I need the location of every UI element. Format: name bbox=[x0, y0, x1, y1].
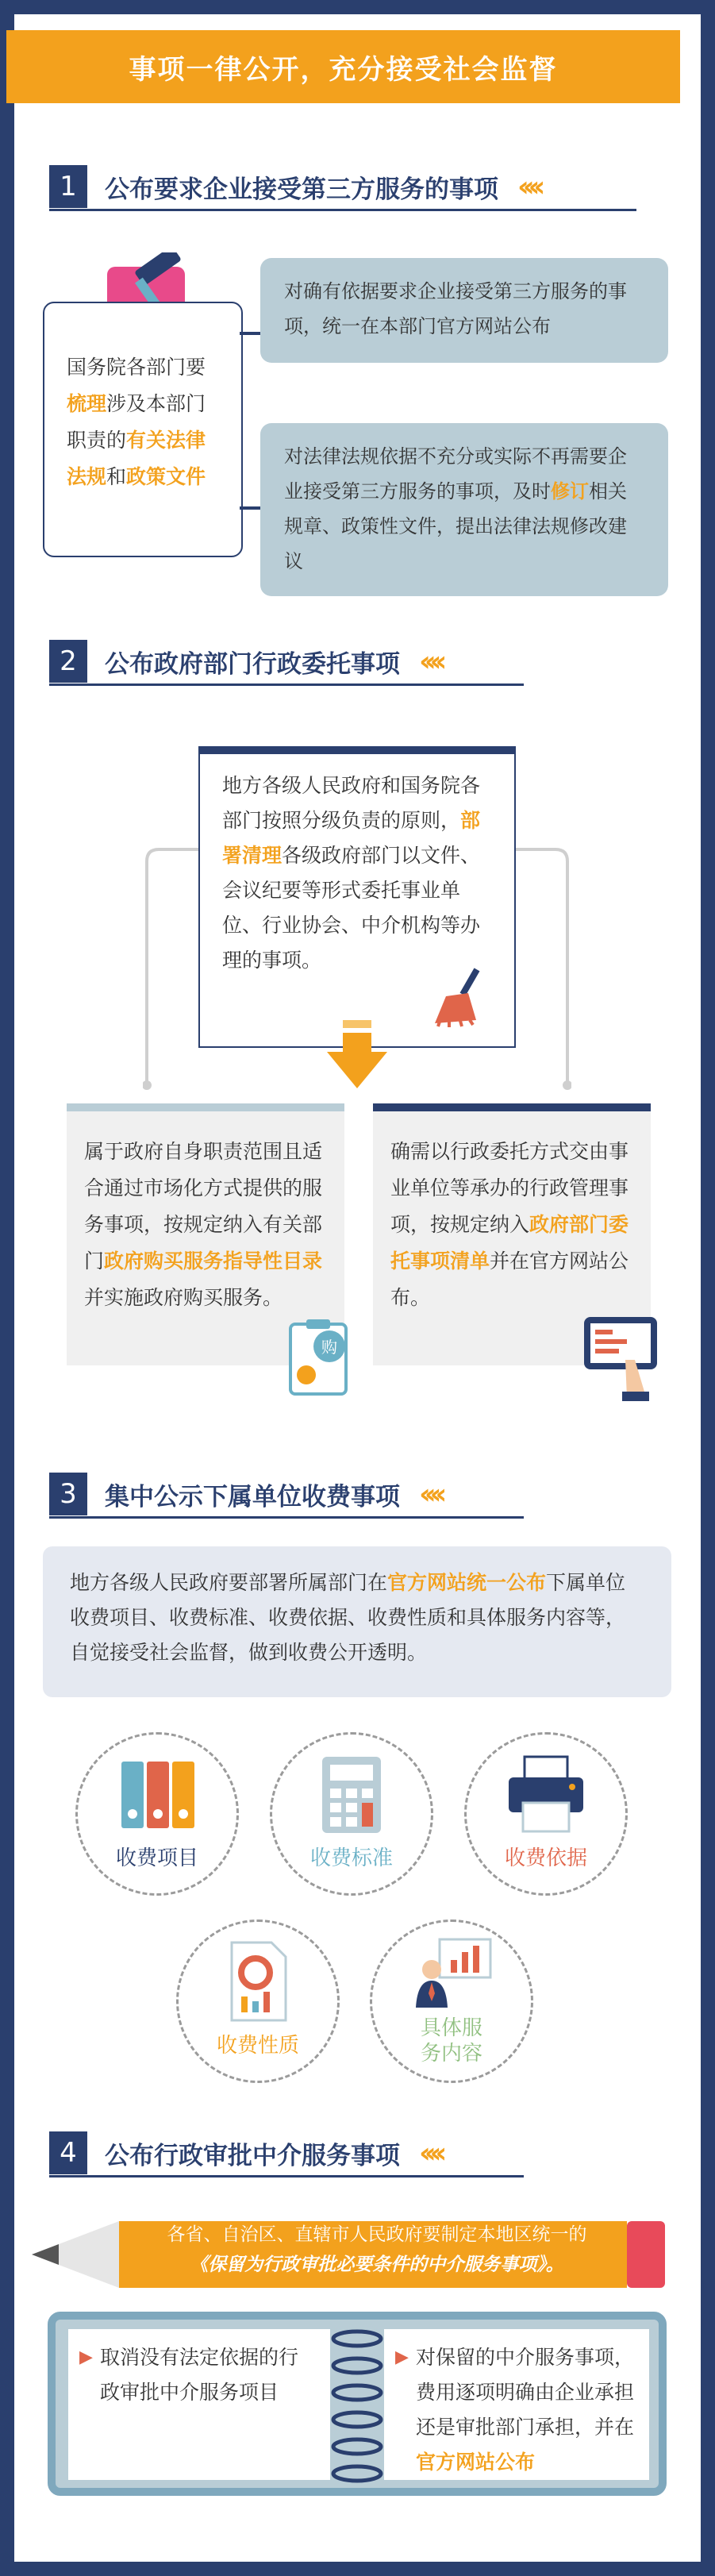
section-3-box bbox=[43, 1546, 671, 1697]
text-part: 下属单位收费项目、收费标准、收费依据、收费性质和具体服务内容等，自觉接受社会监督，做到收费公开透明。 bbox=[70, 1571, 626, 1664]
section-2-underline bbox=[49, 683, 524, 686]
section-4-header bbox=[49, 2129, 440, 2177]
section-4-underline bbox=[49, 2175, 524, 2177]
text-part: 并实施政府购买服务。 bbox=[84, 1286, 283, 1309]
section-1-right-box-1 bbox=[260, 258, 668, 363]
text-part: 取消没有法定依据的行政审批中介服务项目 bbox=[100, 2346, 299, 2404]
section-1-left-box bbox=[43, 302, 243, 557]
text-part: 各级政府部门以文件、会议纪要等形式委托事业单位、行业协会、中介机构等办理的事项。 bbox=[222, 844, 481, 972]
section-1-title: 公布要求企业接受第三方服务的事项 bbox=[105, 175, 498, 204]
section-3-number: 3 bbox=[49, 1473, 87, 1515]
page-banner bbox=[6, 30, 680, 103]
text-part: 地方各级人民政府要部署所属部门在 bbox=[70, 1571, 388, 1594]
spiral-binding-icon bbox=[321, 2326, 394, 2485]
pencil-text bbox=[119, 2220, 635, 2281]
banner-title: 事项一律公开，充分接受社会监督 bbox=[129, 53, 558, 86]
highlight-text: 部署清理 bbox=[222, 809, 481, 867]
section-4-left-page bbox=[68, 2329, 330, 2480]
circle-label: 具体服务内容 bbox=[420, 2016, 482, 2066]
chevrons-icon: ‹‹‹‹ bbox=[419, 645, 441, 678]
document-chart-icon bbox=[214, 1938, 302, 2025]
highlight-text: 有关法律法规 bbox=[67, 429, 206, 488]
badge-text: 购 bbox=[321, 1338, 337, 1357]
calculator-icon bbox=[308, 1750, 395, 1838]
highlight-text: 政府购买服务指导性目录 bbox=[104, 1249, 323, 1273]
section-2-title: 公布政府部门行政委托事项 bbox=[105, 649, 400, 679]
section-4-title: 公布行政审批中介服务事项 bbox=[105, 2141, 400, 2170]
binders-icon bbox=[113, 1750, 201, 1838]
chevrons-icon: ‹‹‹‹ bbox=[517, 170, 540, 203]
highlight-text: 梳理 bbox=[67, 392, 107, 415]
printer-icon bbox=[502, 1750, 590, 1838]
presenter-icon bbox=[408, 1935, 495, 2011]
pencil-line-1: 各省、自治区、直辖市人民政府要制定本地区统一的 bbox=[167, 2224, 587, 2245]
chevrons-icon: ‹‹‹‹ bbox=[419, 2136, 441, 2170]
section-4-number: 4 bbox=[49, 2131, 87, 2174]
pencil-line-2: 《保留为行政审批必要条件的中介服务事项》。 bbox=[190, 2254, 564, 2275]
section-4-right-page bbox=[384, 2329, 649, 2480]
down-arrow-icon bbox=[325, 1020, 389, 1092]
section-1-underline bbox=[49, 209, 636, 211]
circle-label: 收费标准 bbox=[309, 1846, 393, 1870]
text-part: 属于政府自身职责范围且适合通过市场化方式提供的服务事项，按规定纳入有关部门 bbox=[84, 1140, 323, 1273]
fee-basis-circle bbox=[464, 1732, 628, 1896]
section-3-header bbox=[49, 1470, 440, 1518]
service-content-circle bbox=[370, 1919, 533, 2083]
chevrons-icon: ‹‹‹‹ bbox=[419, 1477, 441, 1511]
text-part: 对法律法规依据不充分或实际不再需要企业接受第三方服务的事项，及时 bbox=[284, 445, 627, 502]
section-3-underline bbox=[49, 1516, 524, 1519]
highlight-text: 政府部门委托事项清单 bbox=[390, 1213, 629, 1273]
bullet-arrow-icon: ▶ bbox=[79, 2347, 93, 2367]
text-part: 并在官方网站公布。 bbox=[390, 1249, 629, 1309]
text-part: 地方各级人民政府和国务院各部门按照分级负责的原则， bbox=[222, 774, 481, 832]
highlight-text: 政策文件 bbox=[126, 465, 206, 488]
text-part: 相关规章、政策性文件，提出法律法规修改建议 bbox=[284, 480, 627, 572]
section-3-title: 集中公示下属单位收费事项 bbox=[105, 1482, 400, 1511]
text-part: 国务院各部门要 bbox=[67, 356, 206, 379]
section-1-right-box-2 bbox=[260, 423, 668, 596]
fee-standard-circle bbox=[270, 1732, 433, 1896]
section-1-number: 1 bbox=[49, 165, 87, 208]
section-2-header bbox=[49, 637, 440, 685]
clipboard-badge-icon bbox=[286, 1318, 357, 1397]
broom-icon bbox=[429, 965, 492, 1028]
fee-nature-circle bbox=[176, 1919, 340, 2083]
section-1-header bbox=[49, 163, 539, 210]
bullet-arrow-icon: ▶ bbox=[395, 2347, 409, 2367]
text-part: 和 bbox=[106, 465, 127, 488]
highlight-text: 修订 bbox=[551, 480, 589, 502]
circle-label: 收费项目 bbox=[115, 1846, 198, 1870]
text-part: 对保留的中介服务事项，费用逐项明确由企业承担还是审批部门承担，并在 bbox=[416, 2346, 635, 2439]
highlight-text: 官方网站公布 bbox=[416, 2451, 536, 2474]
circle-label: 收费性质 bbox=[216, 2034, 299, 2058]
text-part: 对确有依据要求企业接受第三方服务的事项，统一在本部门官方网站公布 bbox=[284, 280, 627, 337]
highlight-text: 官方网站统一公布 bbox=[387, 1571, 547, 1594]
fee-item-circle bbox=[75, 1732, 239, 1896]
text-part: 确需以行政委托方式交由事业单位等承办的行政管理事项，按规定纳入 bbox=[390, 1140, 629, 1236]
text-part: 涉及本部门职责的 bbox=[67, 392, 206, 452]
tablet-hand-icon bbox=[579, 1314, 667, 1401]
section-2-number: 2 bbox=[49, 640, 87, 683]
circle-label: 收费依据 bbox=[504, 1846, 587, 1870]
